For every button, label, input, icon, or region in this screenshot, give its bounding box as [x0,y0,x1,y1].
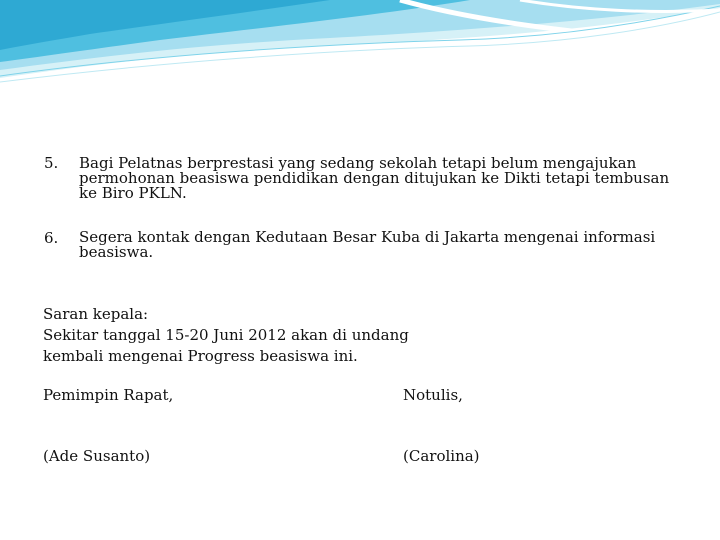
item-6-number: 6. [44,229,59,247]
right-signature-role: Notulis, [403,386,463,404]
advice-line-1: Sekitar tanggal 15-20 Juni 2012 akan di undang [43,326,409,344]
item-5-number: 5. [44,154,59,172]
left-signature-name: (Ade Susanto) [43,447,151,465]
advice-section [43,304,409,367]
advice-line-2: kembali mengenai Progress beasiswa ini. [43,347,358,365]
item-5-text: Bagi Pelatnas berprestasi yang sedang sekolah tetapi belum mengajukan permohonan beasiswa pendidikan dengan ditujukan ke Dikti tetapi tembusan ke Biro PKLN. [79,154,670,202]
header-wave-decoration [0,0,720,90]
left-signature-role: Pemimpin Rapat, [43,386,174,404]
item-6-text: Segera kontak dengan Kedutaan Besar Kuba di Jakarta mengenai informasi beasiswa. [79,228,656,261]
right-signature-name: (Carolina) [403,447,480,465]
advice-heading: Saran kepala: [43,305,149,323]
